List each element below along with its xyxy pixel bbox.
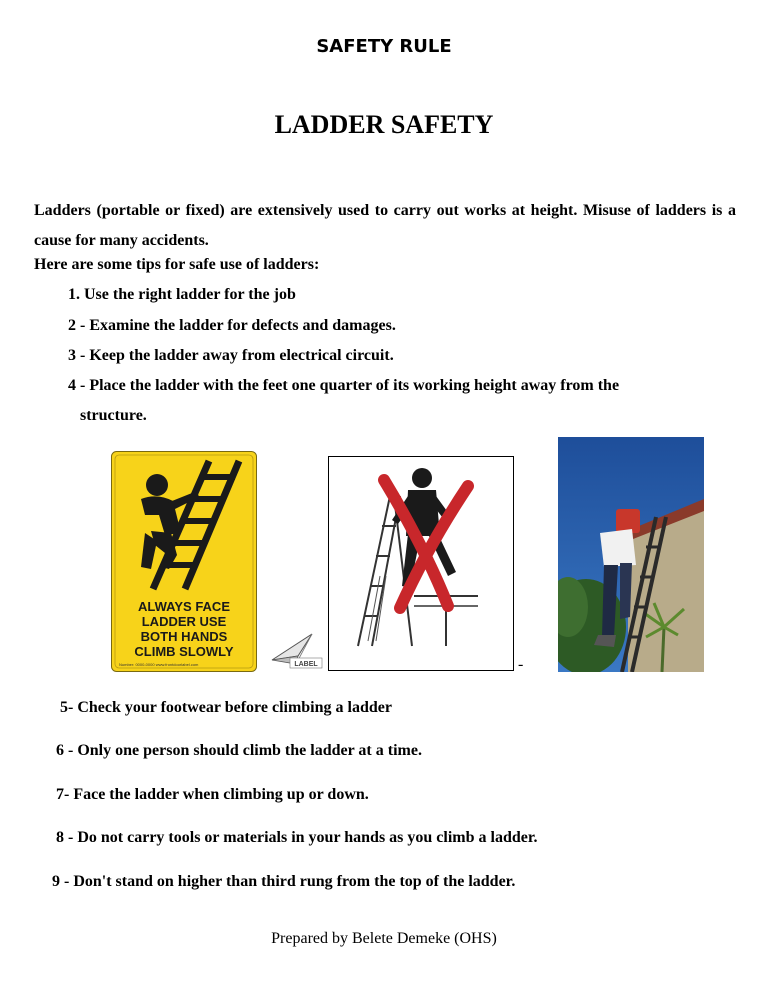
tip-item-3: 3 - Keep the ladder away from electrical circuit. — [68, 347, 394, 364]
sign-line-3: BOTH HANDS — [140, 629, 228, 644]
tip-item-2: 2 - Examine the ladder for defects and damages. — [68, 317, 396, 334]
tips-intro: Here are some tips for safe use of ladders: — [34, 256, 320, 273]
separator-dash: - — [518, 656, 524, 673]
tip-item-5: 5- Check your footwear before climbing a ladder — [60, 699, 392, 716]
header-title: SAFETY RULE — [316, 36, 452, 57]
tip-item-4: 4 - Place the ladder with the feet one quarter of its working height away from the — [68, 377, 620, 394]
sign-line-4: CLIMB SLOWLY — [134, 644, 234, 659]
tip-item-7: 7- Face the ladder when climbing up or down. — [56, 786, 369, 803]
worker-on-ladder-photo — [558, 437, 704, 672]
tip-item-1: 1. Use the right ladder for the job — [68, 286, 296, 303]
page-title: LADDER SAFETY — [274, 110, 494, 139]
intro-paragraph: Ladders (portable or fixed) are extensively used to carry out works at height. Misuse of ladders is a cause for many accidents. — [34, 202, 736, 249]
label-logo-text: LABEL — [294, 661, 318, 668]
sign-line-1: ALWAYS FACE — [138, 599, 230, 614]
tip-item-8: 8 - Do not carry tools or materials in your hands as you climb a ladder. — [56, 829, 538, 846]
tip-item-4-continued: structure. — [80, 407, 147, 424]
wrong-ladder-use-illustration — [328, 456, 514, 671]
ladder-safety-sign — [111, 451, 257, 672]
footer-credit: Prepared by Belete Demeke (OHS) — [271, 930, 497, 947]
sign-fineprint: Number: 0000-0000 www.frontdoorlabel.com — [119, 662, 199, 667]
label-logo — [268, 628, 324, 670]
tip-item-9: 9 - Don't stand on higher than third rung from the top of the ladder. — [52, 873, 516, 890]
sign-line-2: LADDER USE — [141, 614, 227, 629]
tip-item-6: 6 - Only one person should climb the ladder at a time. — [56, 742, 422, 759]
